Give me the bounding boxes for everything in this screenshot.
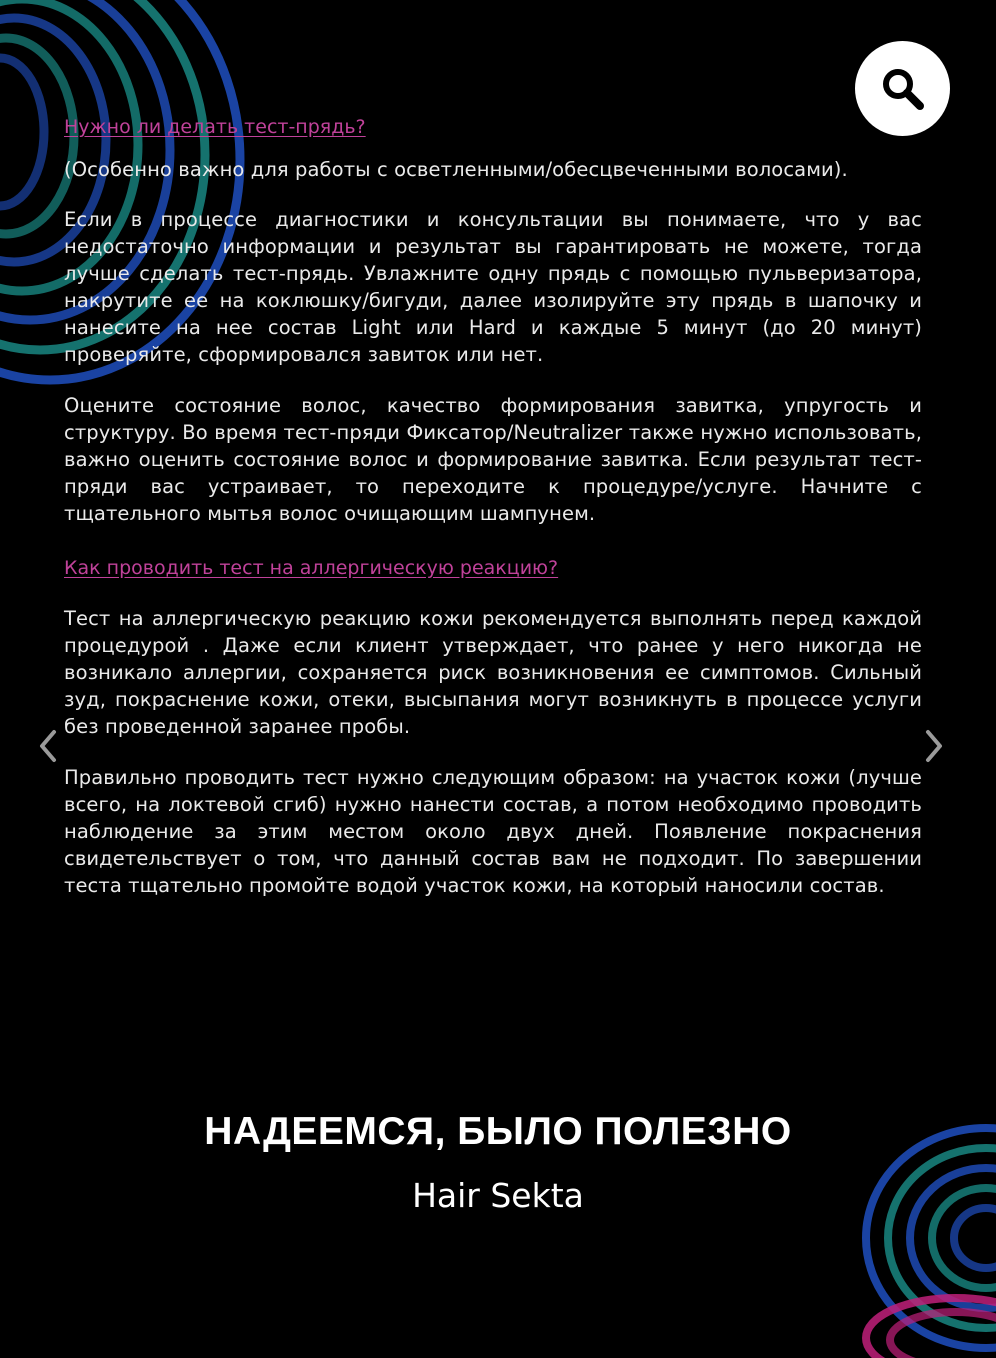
- previous-slide-button[interactable]: [32, 726, 66, 766]
- next-slide-button[interactable]: [916, 726, 950, 766]
- paragraph-note: (Особенно важно для работы с осветленными/обесцвеченными волосами).: [64, 158, 848, 181]
- paragraph-allergy-method: Правильно проводить тест нужно следующим образом: на участок кожи (лучше всего, на локтевой сгиб) нужно нанести состав, а потом необходимо проводить наблюдение за этим местом около двух дней. Появление покраснения свидетельствует о том, что данный состав вам не подходит. По завершении теста тщательно промойте водой участок кожи, на который наносили состав.: [64, 766, 922, 897]
- paragraph-diagnostics: Если в процессе диагностики и консультации вы понимаете, что у вас недостаточно информации и результат вы гарантировать не можете, тогда лучше сделать тест-прядь. Увлажните одну прядь с помощью пульверизатора, накрутите ее на коклюшку/бигуди, далее изолируйте эту прядь в шапочку и нанесите на нее состав Light или Hard и каждые 5 минут (до 20 минут) проверяйте, сформировался завиток или нет.: [64, 208, 922, 366]
- heading-test-strand-link[interactable]: Нужно ли делать тест-прядь?: [64, 116, 366, 138]
- closing-title: НАДЕЕМСЯ, БЫЛО ПОЛЕЗНО: [204, 1110, 792, 1153]
- chevron-right-icon: [916, 726, 950, 766]
- search-icon: [878, 64, 928, 114]
- paragraph-evaluate: Оцените состояние волос, качество формирования завитка, упругость и структуру. Во время тест-пряди Фиксатор/Neutralizer также нужно использовать, важно оценить состояние волос и формирование завитка. Если результат тест-пряди вас устраивает, то переходите к процедуре/услуге. Начните с тщательного мытья волос очищающим шампунем.: [64, 394, 922, 525]
- paragraph-allergy-intro: Тест на аллергическую реакцию кожи рекомендуется выполнять перед каждой процедурой . Даже если клиент утверждает, что ранее у него никогда не возникало аллергии, сохраняется риск возникновения ее симптомов. Сильный зуд, покраснение кожи, отеки, высыпания могут возникнуть в процессе услуги без проведенной заранее пробы.: [64, 607, 922, 738]
- heading-allergy-test-link[interactable]: Как проводить тест на аллергическую реакцию?: [64, 557, 559, 579]
- brand-name: Hair Sekta: [412, 1176, 584, 1215]
- article-content: [64, 114, 922, 923]
- chevron-left-icon: [32, 726, 66, 766]
